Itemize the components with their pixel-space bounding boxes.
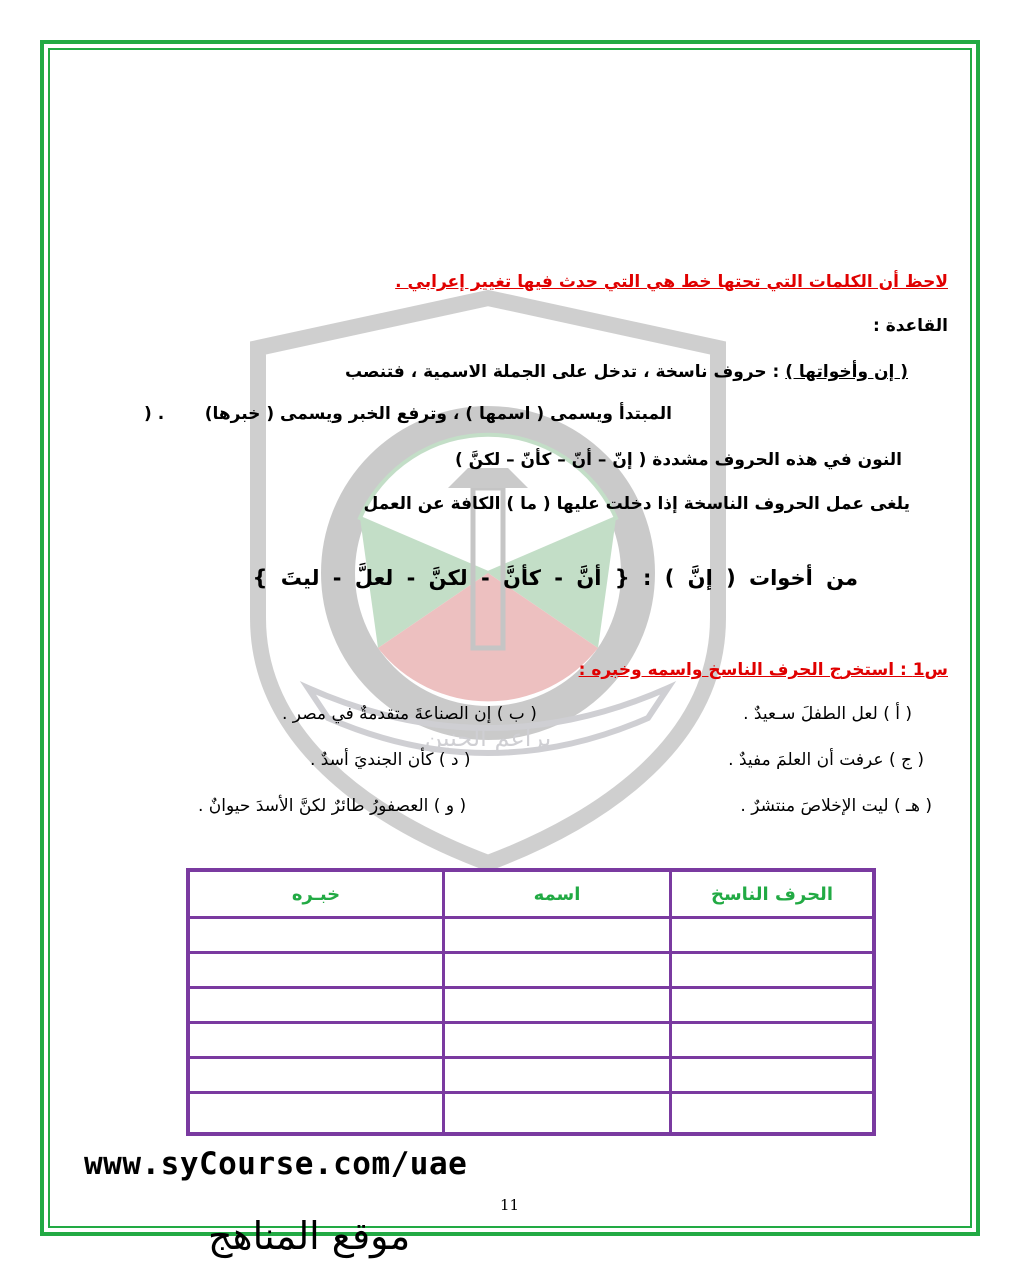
example-d: ( د ) كأن الجنديَ أسدٌ . bbox=[310, 750, 471, 770]
table-cell[interactable] bbox=[444, 1023, 671, 1058]
table-cell[interactable] bbox=[444, 953, 671, 988]
table-cell[interactable] bbox=[444, 1093, 671, 1134]
table-cell[interactable] bbox=[444, 918, 671, 953]
table-row bbox=[188, 953, 874, 988]
header-particle: الحرف الناسخ bbox=[671, 870, 875, 918]
table-cell[interactable] bbox=[188, 1058, 444, 1093]
page-number: 11 bbox=[500, 1196, 520, 1214]
site-name: موقع المناهج bbox=[208, 1214, 411, 1258]
table-cell[interactable] bbox=[671, 918, 875, 953]
table-row bbox=[188, 1093, 874, 1134]
table-cell[interactable] bbox=[444, 1058, 671, 1093]
sisters-list: من أخوات ( إنَّ ) : { أنَّ - كأنَّ - لكنَّ - لعلَّ - ليتَ } bbox=[252, 566, 858, 590]
header-predicate: خبـره bbox=[188, 870, 444, 918]
rule-term: ( إن وأخواتها ) bbox=[785, 362, 908, 382]
table-cell[interactable] bbox=[671, 953, 875, 988]
rule-line-3: النون في هذه الحروف مشددة ( إنّ – أنّ – كأنّ – لكنَّ ) bbox=[454, 450, 902, 470]
answer-table bbox=[186, 868, 876, 1136]
example-c: ( ج ) عرفت أن العلمَ مفيدٌ . bbox=[728, 750, 924, 770]
table-cell[interactable] bbox=[188, 1023, 444, 1058]
question-title: س1 : استخرج الحرف الناسخ واسمه وخبره : bbox=[578, 660, 948, 680]
table-cell[interactable] bbox=[671, 988, 875, 1023]
table-row bbox=[188, 918, 874, 953]
header-subject: اسمه bbox=[444, 870, 671, 918]
website-url[interactable]: www.syCourse.com/uae bbox=[84, 1146, 468, 1182]
note-line: لاحظ أن الكلمات التي تحتها خط هي التي حدث فيها تغيير إعرابي . bbox=[395, 272, 948, 292]
rule-line-1-text: : حروف ناسخة ، تدخل على الجملة الاسمية ، فتنصب bbox=[345, 362, 786, 382]
table-cell[interactable] bbox=[671, 1093, 875, 1134]
example-b: ( ب ) إن الصناعةَ متقدمةٌ في مصر . bbox=[282, 704, 537, 724]
example-a: ( أ ) لعل الطفلَ سـعيدٌ . bbox=[743, 704, 912, 724]
table-cell[interactable] bbox=[188, 1093, 444, 1134]
table-header-row bbox=[188, 870, 874, 918]
rule-line-4: يلغى عمل الحروف الناسخة إذا دخلت عليها ( ما ) الكافة عن العمل bbox=[363, 494, 910, 514]
watermark-text: براعم الحنين bbox=[424, 724, 552, 752]
table-cell[interactable] bbox=[444, 988, 671, 1023]
rule-line-2: المبتدأ ويسمى ( اسمها ) ، وترفع الخبر ويسمى ( خبرها) bbox=[204, 404, 672, 424]
rule-heading: القاعدة : bbox=[872, 316, 948, 336]
table-row bbox=[188, 1058, 874, 1093]
rule-line-2-end: ) . bbox=[144, 404, 165, 424]
rule-line-1 bbox=[345, 362, 908, 382]
table-cell[interactable] bbox=[188, 988, 444, 1023]
table-row bbox=[188, 988, 874, 1023]
table-cell[interactable] bbox=[188, 953, 444, 988]
example-f: ( و ) العصفورُ طائرٌ لكنَّ الأسدَ حيوانٌ . bbox=[198, 796, 467, 816]
table-cell[interactable] bbox=[188, 918, 444, 953]
table-row bbox=[188, 1023, 874, 1058]
example-e: ( هـ ) ليت الإخلاصَ منتشرٌ . bbox=[740, 796, 932, 816]
table-cell[interactable] bbox=[671, 1058, 875, 1093]
table-cell[interactable] bbox=[671, 1023, 875, 1058]
